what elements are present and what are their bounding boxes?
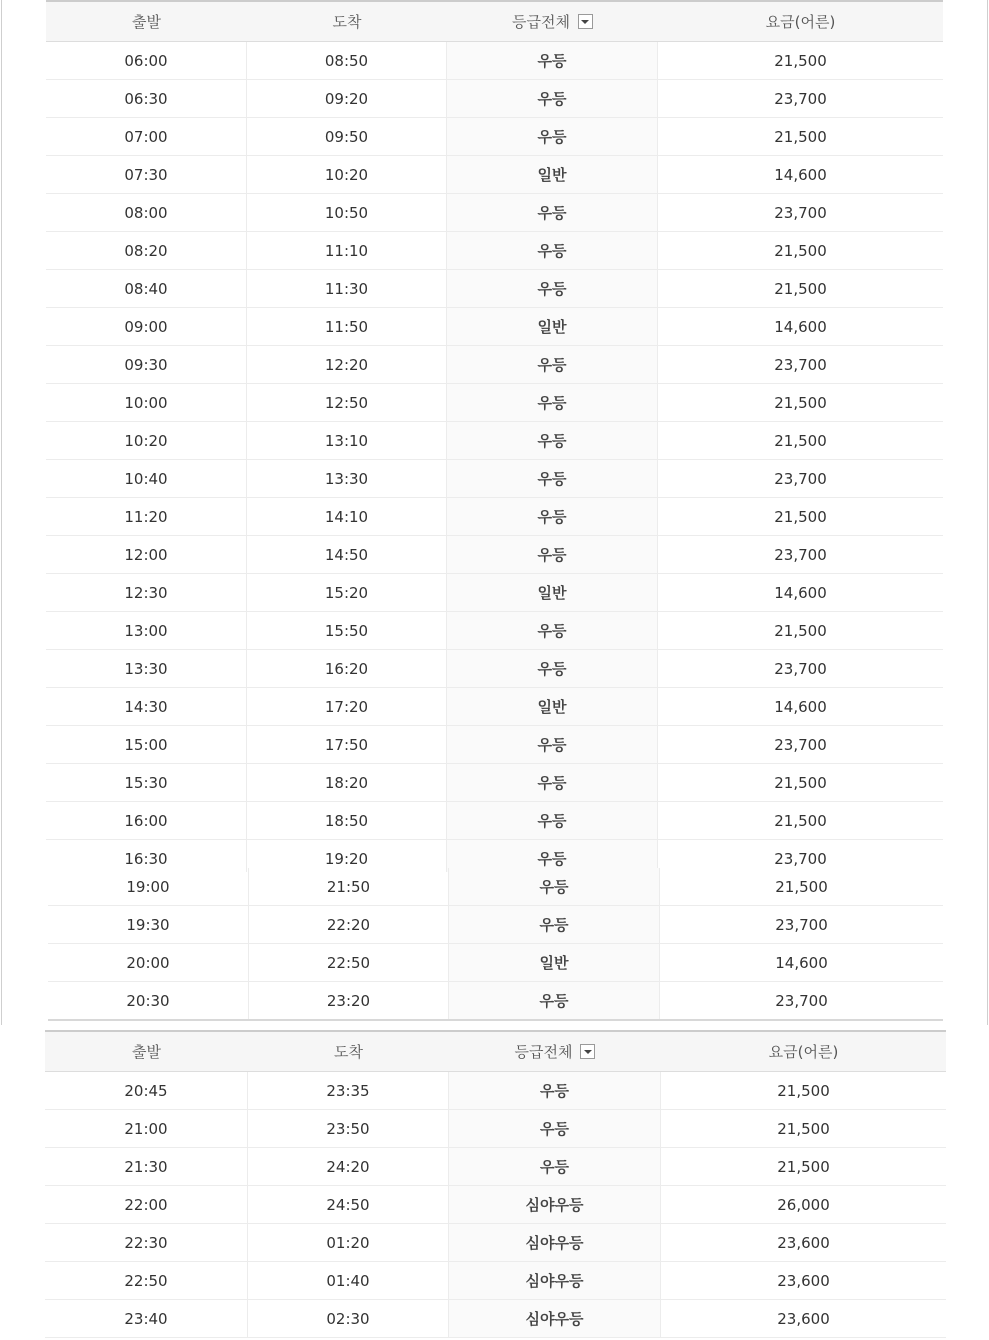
- departure-cell: 13:00: [46, 612, 247, 649]
- table-row: [48, 944, 943, 982]
- departure-cell: 20:30: [48, 982, 249, 1019]
- departure-cell: 15:00: [46, 726, 247, 763]
- departure-cell: 22:50: [45, 1262, 248, 1299]
- table-row: [46, 422, 943, 460]
- table-body: [46, 42, 943, 872]
- arrival-cell: 12:20: [247, 346, 447, 383]
- departure-cell: 06:30: [46, 80, 247, 117]
- grade-cell: 심야우등: [449, 1262, 661, 1299]
- table-row: [46, 650, 943, 688]
- table-row: [46, 156, 943, 194]
- table-row: [46, 802, 943, 840]
- table-row: [46, 270, 943, 308]
- header-fare: 요금(어른): [768, 1043, 839, 1061]
- departure-cell: 16:00: [46, 802, 247, 839]
- arrival-cell: 23:50: [248, 1110, 449, 1147]
- fare-cell: 23,600: [777, 1233, 830, 1252]
- arrival-cell: 02:30: [248, 1300, 449, 1337]
- header-grade-label: 등급전체: [514, 1043, 573, 1061]
- arrival-cell: 14:10: [247, 498, 447, 535]
- departure-cell: 07:00: [46, 118, 247, 155]
- header-arrival: 도착: [332, 13, 362, 31]
- timetable-1-continued: [48, 868, 943, 1020]
- grade-cell: 우등: [449, 906, 660, 943]
- grade-filter-dropdown-icon[interactable]: [578, 14, 593, 29]
- arrival-cell: 10:50: [247, 194, 447, 231]
- fare-cell: 21,500: [774, 811, 827, 830]
- arrival-cell: 12:50: [247, 384, 447, 421]
- header-grade-label: 등급전체: [512, 13, 570, 31]
- fare-cell: 23,700: [774, 735, 827, 754]
- table-row: [48, 868, 943, 906]
- grade-cell: 우등: [447, 384, 658, 421]
- departure-cell: 16:30: [46, 840, 247, 872]
- departure-cell: 23:40: [45, 1300, 248, 1337]
- departure-cell: 13:30: [46, 650, 247, 687]
- fare-cell: 23,700: [774, 545, 827, 564]
- departure-cell: 15:30: [46, 764, 247, 801]
- arrival-cell: 13:10: [247, 422, 447, 459]
- fare-cell: 23,700: [774, 849, 827, 868]
- grade-cell: 우등: [447, 764, 658, 801]
- timetable-1: [46, 0, 943, 872]
- table-row: [45, 1148, 946, 1186]
- departure-cell: 21:00: [45, 1110, 248, 1147]
- arrival-cell: 18:20: [247, 764, 447, 801]
- fare-cell: 23,600: [777, 1309, 830, 1328]
- grade-cell: 우등: [447, 194, 658, 231]
- arrival-cell: 24:20: [248, 1148, 449, 1185]
- table-body: [45, 1072, 946, 1338]
- table-body: [48, 868, 943, 1020]
- table-row: [46, 118, 943, 156]
- arrival-cell: 09:20: [247, 80, 447, 117]
- departure-cell: 08:20: [46, 232, 247, 269]
- header-grade: [449, 1032, 661, 1071]
- grade-cell: 우등: [447, 726, 658, 763]
- departure-cell: 06:00: [46, 42, 247, 79]
- arrival-cell: 01:40: [248, 1262, 449, 1299]
- table-row: [46, 726, 943, 764]
- arrival-cell: 17:50: [247, 726, 447, 763]
- table-row: [45, 1186, 946, 1224]
- arrival-cell: 15:20: [247, 574, 447, 611]
- grade-cell: 우등: [447, 42, 658, 79]
- arrival-cell: 21:50: [249, 868, 449, 905]
- arrival-cell: 13:30: [247, 460, 447, 497]
- grade-cell: 일반: [449, 944, 660, 981]
- fare-cell: 14,600: [774, 697, 827, 716]
- table-bottom-border: [48, 1019, 943, 1021]
- departure-cell: 21:30: [45, 1148, 248, 1185]
- table-header: [45, 1030, 946, 1072]
- arrival-cell: 16:20: [247, 650, 447, 687]
- header-departure: 출발: [132, 13, 161, 31]
- grade-cell: 우등: [449, 1148, 661, 1185]
- grade-cell: 우등: [447, 498, 658, 535]
- arrival-cell: 23:20: [249, 982, 449, 1019]
- table-row: [45, 1110, 946, 1148]
- arrival-cell: 08:50: [247, 42, 447, 79]
- grade-cell: 우등: [447, 422, 658, 459]
- grade-cell: 일반: [447, 574, 658, 611]
- grade-filter-dropdown-icon[interactable]: [580, 1044, 595, 1059]
- fare-cell: 21,500: [774, 127, 827, 146]
- table-row: [45, 1224, 946, 1262]
- departure-cell: 22:00: [45, 1186, 248, 1223]
- fare-cell: 21,500: [774, 507, 827, 526]
- table-row: [46, 764, 943, 802]
- table-row: [45, 1262, 946, 1300]
- arrival-cell: 10:20: [247, 156, 447, 193]
- fare-cell: 21,500: [774, 241, 827, 260]
- table-row: [46, 460, 943, 498]
- arrival-cell: 11:10: [247, 232, 447, 269]
- fare-cell: 21,500: [774, 279, 827, 298]
- departure-cell: 12:30: [46, 574, 247, 611]
- arrival-cell: 14:50: [247, 536, 447, 573]
- fare-cell: 23,700: [774, 203, 827, 222]
- header-grade: [447, 2, 658, 41]
- departure-cell: 10:40: [46, 460, 247, 497]
- departure-cell: 09:30: [46, 346, 247, 383]
- grade-cell: 우등: [447, 840, 658, 872]
- departure-cell: 09:00: [46, 308, 247, 345]
- table-row: [45, 1072, 946, 1110]
- departure-cell: 10:00: [46, 384, 247, 421]
- grade-cell: 우등: [449, 1072, 661, 1109]
- grade-cell: 심야우등: [449, 1300, 661, 1337]
- fare-cell: 23,700: [774, 89, 827, 108]
- grade-cell: 일반: [447, 688, 658, 725]
- grade-cell: 일반: [447, 156, 658, 193]
- table-row: [46, 384, 943, 422]
- grade-cell: 우등: [449, 868, 660, 905]
- departure-cell: 14:30: [46, 688, 247, 725]
- grade-cell: 우등: [447, 80, 658, 117]
- fare-cell: 23,700: [774, 355, 827, 374]
- timetable-2: [45, 1030, 946, 1338]
- fare-cell: 21,500: [774, 51, 827, 70]
- table-row: [46, 498, 943, 536]
- frame-left-edge: [1, 0, 2, 1025]
- grade-cell: 우등: [449, 982, 660, 1019]
- frame-right-edge: [987, 0, 988, 1025]
- departure-cell: 08:00: [46, 194, 247, 231]
- grade-cell: 우등: [447, 118, 658, 155]
- header-arrival: 도착: [334, 1043, 363, 1061]
- grade-cell: 우등: [447, 346, 658, 383]
- departure-cell: 19:00: [48, 868, 249, 905]
- fare-cell: 21,500: [774, 431, 827, 450]
- departure-cell: 10:20: [46, 422, 247, 459]
- fare-cell: 23,700: [774, 659, 827, 678]
- arrival-cell: 18:50: [247, 802, 447, 839]
- fare-cell: 21,500: [775, 877, 828, 896]
- grade-cell: 우등: [447, 270, 658, 307]
- grade-cell: 우등: [447, 232, 658, 269]
- table-row: [46, 80, 943, 118]
- table-row: [48, 982, 943, 1020]
- grade-cell: 우등: [447, 802, 658, 839]
- grade-cell: 우등: [447, 536, 658, 573]
- departure-cell: 20:45: [45, 1072, 248, 1109]
- fare-cell: 14,600: [774, 317, 827, 336]
- grade-cell: 우등: [447, 460, 658, 497]
- table-header: [46, 0, 943, 42]
- fare-cell: 23,600: [777, 1271, 830, 1290]
- grade-cell: 우등: [449, 1110, 661, 1147]
- arrival-cell: 22:20: [249, 906, 449, 943]
- table-row: [46, 612, 943, 650]
- departure-cell: 20:00: [48, 944, 249, 981]
- grade-cell: 우등: [447, 650, 658, 687]
- table-row: [46, 42, 943, 80]
- departure-cell: 12:00: [46, 536, 247, 573]
- arrival-cell: 19:20: [247, 840, 447, 872]
- arrival-cell: 09:50: [247, 118, 447, 155]
- table-row: [46, 688, 943, 726]
- fare-cell: 21,500: [774, 393, 827, 412]
- arrival-cell: 24:50: [248, 1186, 449, 1223]
- arrival-cell: 15:50: [247, 612, 447, 649]
- arrival-cell: 17:20: [247, 688, 447, 725]
- fare-cell: 26,000: [777, 1195, 830, 1214]
- table-row: [48, 906, 943, 944]
- departure-cell: 08:40: [46, 270, 247, 307]
- table-row: [46, 536, 943, 574]
- table-row: [46, 194, 943, 232]
- fare-cell: 14,600: [775, 953, 828, 972]
- arrival-cell: 11:50: [247, 308, 447, 345]
- arrival-cell: 23:35: [248, 1072, 449, 1109]
- header-departure: 출발: [132, 1043, 161, 1061]
- grade-cell: 우등: [447, 612, 658, 649]
- fare-cell: 23,700: [775, 991, 828, 1010]
- grade-cell: 심야우등: [449, 1224, 661, 1261]
- fare-cell: 21,500: [777, 1081, 830, 1100]
- table-row: [45, 1300, 946, 1338]
- fare-cell: 21,500: [777, 1119, 830, 1138]
- fare-cell: 23,700: [775, 915, 828, 934]
- departure-cell: 07:30: [46, 156, 247, 193]
- fare-cell: 21,500: [774, 621, 827, 640]
- header-fare: 요금(어른): [765, 13, 836, 31]
- departure-cell: 11:20: [46, 498, 247, 535]
- fare-cell: 14,600: [774, 165, 827, 184]
- fare-cell: 14,600: [774, 583, 827, 602]
- grade-cell: 심야우등: [449, 1186, 661, 1223]
- table-row: [46, 346, 943, 384]
- departure-cell: 22:30: [45, 1224, 248, 1261]
- grade-cell: 일반: [447, 308, 658, 345]
- fare-cell: 21,500: [777, 1157, 830, 1176]
- table-row: [46, 232, 943, 270]
- arrival-cell: 01:20: [248, 1224, 449, 1261]
- arrival-cell: 11:30: [247, 270, 447, 307]
- fare-cell: 23,700: [774, 469, 827, 488]
- table-row: [46, 574, 943, 612]
- departure-cell: 19:30: [48, 906, 249, 943]
- fare-cell: 21,500: [774, 773, 827, 792]
- table-row: [46, 308, 943, 346]
- arrival-cell: 22:50: [249, 944, 449, 981]
